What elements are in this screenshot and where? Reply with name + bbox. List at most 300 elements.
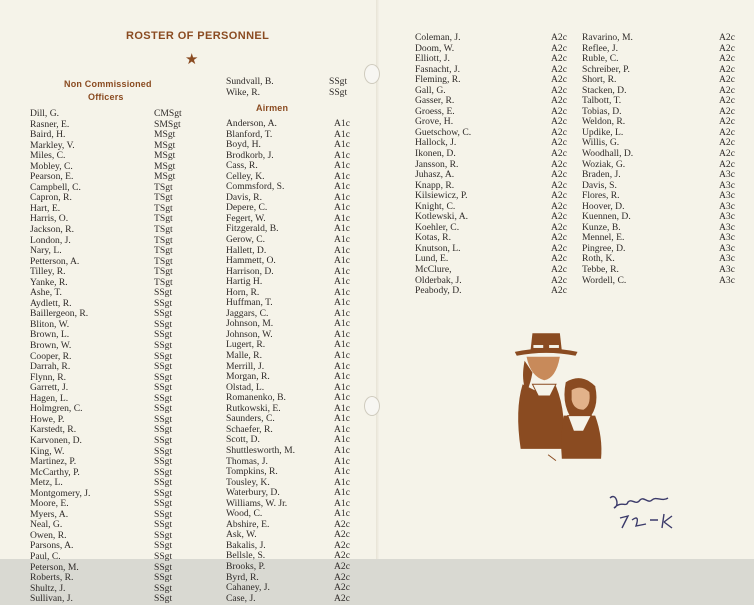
member-rank: TSgt [154, 181, 173, 193]
member-name: Romanenko, B. [226, 392, 286, 404]
member-rank: A2c [719, 95, 735, 107]
member-name: Shuttlesworth, M. [226, 444, 296, 456]
roster-row [226, 583, 366, 594]
member-rank: A1c [334, 276, 350, 288]
member-name: Anderson, A. [226, 118, 277, 129]
roster-row [226, 562, 366, 573]
member-rank: A2c [719, 126, 735, 138]
member-name: Harris, O. [30, 213, 69, 225]
member-rank: A2c [334, 571, 350, 583]
member-name: Brown, L. [30, 329, 70, 341]
member-rank: SSgt [154, 487, 173, 499]
member-name: Davis, S. [582, 179, 617, 191]
member-name: Morgan, R. [226, 371, 270, 383]
member-name: Coleman, J. [415, 32, 461, 43]
member-rank: A3c [719, 200, 735, 212]
member-rank: A2c [334, 560, 350, 572]
member-rank: A3c [719, 232, 735, 244]
member-rank: A2c [334, 539, 350, 551]
member-name: Merrill, J. [226, 360, 265, 372]
member-name: Lund, E. [415, 253, 449, 265]
punch-hole-top [364, 64, 380, 84]
pilgrim-couple-illustration [505, 320, 603, 470]
member-rank: SSgt [154, 466, 173, 478]
member-rank: A2c [551, 264, 567, 276]
member-rank: A1c [334, 444, 350, 456]
member-rank: A2c [334, 582, 350, 594]
member-rank: A1c [334, 212, 350, 224]
member-rank: A1c [334, 139, 350, 151]
member-name: Campbell, C. [30, 181, 81, 193]
member-rank: A1c [334, 181, 350, 193]
member-rank: A2c [551, 242, 567, 254]
member-name: Jansson, R. [415, 158, 459, 170]
roster-row [30, 341, 190, 352]
member-name: Gall, G. [415, 84, 446, 96]
member-rank: SSgt [154, 529, 173, 541]
member-rank: A1c [334, 423, 350, 435]
member-name: Flores, R. [582, 190, 620, 202]
member-name: Hallock, J. [415, 137, 457, 149]
member-rank: SSgt [154, 350, 173, 362]
member-rank: SSgt [154, 593, 173, 605]
member-name: Yanke, R. [30, 276, 68, 288]
nco-list [30, 109, 190, 605]
member-rank: A2c [551, 221, 567, 233]
roster-row [226, 351, 366, 362]
member-rank: SSgt [154, 329, 173, 341]
member-rank: MSgt [154, 139, 176, 151]
member-name: Paul, C. [30, 550, 61, 562]
member-rank: SSgt [154, 550, 173, 562]
roster-row [415, 265, 575, 276]
member-name: Wood, C. [226, 508, 263, 520]
roster-row [226, 467, 366, 478]
member-rank: A1c [334, 297, 350, 309]
member-rank: A1c [334, 318, 350, 330]
member-name: Koehler, C. [415, 221, 460, 233]
member-rank: A1c [334, 128, 350, 140]
member-name: Boyd, H. [226, 139, 261, 151]
member-rank: SSgt [154, 498, 173, 510]
member-name: McCarthy, P. [30, 466, 80, 478]
member-name: Ashe, T. [30, 287, 62, 299]
member-rank: A3c [719, 242, 735, 254]
roster-row [226, 235, 366, 246]
member-name: Doom, W. [415, 42, 455, 54]
member-rank: A1c [334, 360, 350, 372]
member-rank: A1c [334, 402, 350, 414]
member-rank: MSgt [154, 129, 176, 141]
member-name: Pearson, E. [30, 171, 74, 183]
member-rank: A1c [334, 170, 350, 182]
member-rank: A2c [334, 592, 350, 604]
nco-heading-line1: Non Commissioned [64, 79, 152, 89]
member-name: Abshire, E. [226, 518, 270, 530]
member-rank: SSgt [154, 340, 173, 352]
member-rank: A2c [334, 518, 350, 530]
roster-row [582, 276, 742, 287]
member-rank: A1c [334, 328, 350, 340]
member-rank: TSgt [154, 245, 173, 257]
member-name: Roth, K. [582, 253, 615, 265]
member-rank: A1c [334, 392, 350, 404]
member-name: Holmgren, C. [30, 403, 83, 415]
member-name: Kotas, R. [415, 232, 451, 244]
member-name: Rasner, E. [30, 118, 70, 130]
member-name: Petterson, A. [30, 255, 80, 267]
member-rank: A2c [551, 169, 567, 181]
member-rank: A1c [334, 487, 350, 499]
member-name: Stacken, D. [582, 84, 627, 96]
member-name: Rutkowski, E. [226, 402, 281, 414]
member-name: Brodkorb, J. [226, 149, 274, 161]
member-name: Cooper, R. [30, 350, 72, 362]
member-rank: TSgt [154, 266, 173, 278]
roster-row [415, 286, 575, 297]
member-rank: A1c [334, 255, 350, 267]
member-rank: A2c [719, 63, 735, 75]
member-rank: SSgt [154, 456, 173, 468]
member-name: Parsons, A. [30, 540, 74, 552]
member-rank: A2c [719, 116, 735, 128]
member-rank: SSgt [154, 508, 173, 520]
member-rank: A1c [334, 160, 350, 172]
member-rank: A2c [551, 179, 567, 191]
member-rank: A1c [334, 202, 350, 214]
member-name: Moore, E. [30, 498, 69, 510]
member-name: Capron, R. [30, 192, 72, 204]
member-name: Darrah, R. [30, 361, 71, 373]
member-name: Gasser, R. [415, 95, 455, 107]
member-rank: A2c [551, 158, 567, 170]
member-rank: A2c [334, 550, 350, 562]
star-icon: ★ [185, 50, 199, 68]
roster-row [30, 584, 190, 595]
member-rank: A1c [334, 508, 350, 520]
member-name: Brooks, P. [226, 560, 266, 572]
member-rank: A2c [551, 84, 567, 96]
member-rank: A2c [551, 190, 567, 202]
member-rank: A1c [334, 497, 350, 509]
member-name: Cahaney, J. [226, 582, 270, 594]
member-name: Reflee, J. [582, 42, 618, 54]
member-name: Saunders, C. [226, 413, 275, 425]
member-rank: A2c [334, 529, 350, 541]
member-name: Case, J. [226, 592, 256, 604]
member-name: Ask, W. [226, 529, 257, 541]
member-name: Knutson, L. [415, 242, 461, 254]
member-rank: A1c [334, 371, 350, 383]
member-name: Williams, W. Jr. [226, 497, 288, 509]
member-rank: SSgt [154, 297, 173, 309]
member-name: Commsford, S. [226, 181, 285, 193]
member-name: Tilley, R. [30, 266, 66, 278]
member-name: Willis, G. [582, 137, 620, 149]
member-name: Ruble, C. [582, 53, 619, 65]
member-rank: A3c [719, 274, 735, 286]
member-rank: TSgt [154, 192, 173, 204]
member-rank: TSgt [154, 234, 173, 246]
roster-row [415, 33, 575, 44]
member-name: Karvonen, D. [30, 434, 82, 446]
member-name: Jaggars, C. [226, 307, 269, 319]
member-rank: A2c [551, 74, 567, 86]
member-name: Sundvall, B. [226, 76, 274, 87]
member-name: Wordell, C. [582, 274, 627, 286]
member-name: Miles, C. [30, 150, 66, 162]
member-rank: A2c [551, 200, 567, 212]
member-rank: MSgt [154, 171, 176, 183]
member-name: Davis, R. [226, 191, 262, 203]
member-name: Kilsiewicz, P. [415, 190, 468, 202]
member-rank: A2c [551, 116, 567, 128]
member-name: Howe, P. [30, 413, 65, 425]
member-rank: A3c [719, 221, 735, 233]
member-name: Cass, R. [226, 160, 258, 172]
member-name: McClure, [415, 264, 452, 276]
member-name: Wike, R. [226, 86, 260, 98]
member-rank: A1c [334, 434, 350, 446]
member-name: Waterbury, D. [226, 487, 280, 499]
member-name: Harrison, D. [226, 265, 274, 277]
member-rank: A2c [551, 211, 567, 223]
member-name: Ravarino, M. [582, 32, 633, 43]
member-rank: A2c [551, 53, 567, 65]
member-name: Fegert, W. [226, 212, 266, 224]
member-rank: A1c [334, 307, 350, 319]
member-name: Markley, V. [30, 139, 75, 151]
member-name: Martinez, P. [30, 456, 77, 468]
member-name: Gerow, C. [226, 234, 266, 246]
member-name: Baillergeon, R. [30, 308, 89, 320]
member-name: Fleming, R. [415, 74, 461, 86]
roster-row [226, 119, 366, 130]
member-name: Horn, R. [226, 286, 260, 298]
member-rank: A1c [334, 149, 350, 161]
member-name: Karstedt, R. [30, 424, 77, 436]
member-rank: A2c [719, 158, 735, 170]
member-rank: A2c [719, 84, 735, 96]
member-name: Jackson, R. [30, 224, 74, 236]
member-name: Lugert, R. [226, 339, 266, 351]
member-name: Sullivan, J. [30, 593, 73, 605]
member-name: Mobley, C. [30, 160, 73, 172]
member-rank: SSgt [154, 382, 173, 394]
roster-row [30, 563, 190, 574]
handwritten-signature [606, 490, 678, 532]
member-rank: SSgt [154, 582, 173, 594]
member-rank: A2c [551, 63, 567, 75]
nco-heading-line2: Officers [88, 92, 124, 102]
member-rank: SSgt [329, 86, 348, 98]
member-name: Montgomery, J. [30, 487, 91, 499]
member-rank: A3c [719, 253, 735, 265]
member-rank: A1c [334, 339, 350, 351]
member-name: London, J. [30, 234, 71, 246]
member-rank: A2c [551, 32, 567, 43]
member-rank: A2c [719, 53, 735, 65]
member-name: Grove, H. [415, 116, 454, 128]
member-name: Dill, G. [30, 108, 60, 119]
member-name: Huffman, T. [226, 297, 273, 309]
member-name: Thomas, J. [226, 455, 268, 467]
member-name: Johnson, W. [226, 328, 273, 340]
member-name: Knight, C. [415, 200, 456, 212]
roster-row [582, 33, 742, 44]
member-name: Peterson, M. [30, 561, 79, 573]
member-rank: SSgt [154, 413, 173, 425]
member-name: Hallett, D. [226, 244, 267, 256]
member-name: Aydlett, R. [30, 297, 72, 309]
member-rank: A1c [334, 286, 350, 298]
member-rank: SSgt [154, 519, 173, 531]
member-rank: A3c [719, 169, 735, 181]
page-fold [376, 0, 380, 559]
member-rank: TSgt [154, 255, 173, 267]
member-rank: A2c [551, 126, 567, 138]
member-name: Metz, L. [30, 477, 63, 489]
member-name: Schreiber, P. [582, 63, 630, 75]
member-rank: A3c [719, 179, 735, 191]
member-name: Baird, H. [30, 129, 66, 141]
roster-row [30, 594, 190, 605]
member-name: Owen, R. [30, 529, 67, 541]
member-rank: A1c [334, 455, 350, 467]
member-name: Juhasz, A. [415, 169, 455, 181]
member-rank: A2c [551, 274, 567, 286]
member-name: Brown, W. [30, 340, 72, 352]
member-rank: A2c [719, 32, 735, 43]
member-name: Woodhall, D. [582, 148, 634, 160]
roster-row [415, 149, 575, 160]
member-rank: SSgt [329, 76, 348, 87]
member-name: Malle, R. [226, 350, 262, 362]
roster-row [30, 225, 190, 236]
member-rank: A2c [551, 137, 567, 149]
member-name: Fasnacht, J. [415, 63, 461, 75]
member-rank: SSgt [154, 371, 173, 383]
member-rank: A1c [334, 466, 350, 478]
member-rank: A2c [551, 42, 567, 54]
roster-row [226, 446, 366, 457]
member-name: Byrd, R. [226, 571, 259, 583]
airmen-list-2 [415, 33, 575, 297]
member-name: Groess, E. [415, 105, 455, 117]
member-rank: SSgt [154, 445, 173, 457]
roster-row [582, 149, 742, 160]
member-rank: A2c [551, 232, 567, 244]
member-name: Celley, K. [226, 170, 265, 182]
airmen-heading: Airmen [256, 103, 289, 113]
member-name: Tousley, K. [226, 476, 270, 488]
member-rank: SSgt [154, 361, 173, 373]
roster-row [226, 77, 366, 88]
member-name: Olstad, L. [226, 381, 265, 393]
punch-hole-bottom [364, 396, 380, 416]
roster-row [30, 109, 190, 120]
member-name: Kotlewski, A. [415, 211, 469, 223]
roster-row [30, 457, 190, 468]
member-name: Flynn, R. [30, 371, 66, 383]
member-rank: SSgt [154, 392, 173, 404]
member-name: Braden, J. [582, 169, 621, 181]
roster-row [226, 594, 366, 605]
roster-row [226, 551, 366, 562]
member-name: Tompkins, R. [226, 466, 278, 478]
member-rank: TSgt [154, 276, 173, 288]
member-name: Schaefer, R. [226, 423, 273, 435]
member-name: Hart, E. [30, 202, 61, 214]
member-name: King, W. [30, 445, 65, 457]
member-name: Mennel, E. [582, 232, 625, 244]
member-name: Hartig H. [226, 276, 263, 288]
member-name: Garrett, J. [30, 382, 69, 394]
member-rank: SSgt [154, 308, 173, 320]
member-name: Hagen, L. [30, 392, 69, 404]
member-name: Nary, L. [30, 245, 62, 257]
member-rank: TSgt [154, 213, 173, 225]
member-name: Ikonen, D. [415, 148, 456, 160]
member-rank: A1c [334, 223, 350, 235]
member-name: Myers, A. [30, 508, 69, 520]
roster-row [582, 265, 742, 276]
member-rank: SSgt [154, 477, 173, 489]
member-name: Shultz, J. [30, 582, 66, 594]
member-name: Depere, C. [226, 202, 268, 214]
member-name: Guetschow, C. [415, 126, 472, 138]
member-rank: A2c [719, 74, 735, 86]
member-name: Bliton, W. [30, 318, 70, 330]
member-name: Blanford, T. [226, 128, 273, 140]
airmen-list-3 [582, 33, 742, 286]
member-name: Roberts, R. [30, 572, 74, 584]
nco-list-continued [226, 77, 366, 98]
member-name: Talbott, T. [582, 95, 622, 107]
member-rank: SSgt [154, 318, 173, 330]
member-name: Hammett, O. [226, 255, 276, 267]
member-rank: A1c [334, 118, 350, 129]
member-rank: A2c [551, 148, 567, 160]
member-name: Kuennen, D. [582, 211, 631, 223]
airmen-list [226, 119, 366, 604]
member-rank: A2c [551, 95, 567, 107]
member-rank: A1c [334, 381, 350, 393]
member-rank: MSgt [154, 150, 176, 162]
roster-row [30, 436, 190, 447]
member-rank: SSgt [154, 434, 173, 446]
member-name: Peabody, D. [415, 285, 462, 297]
member-rank: SSgt [154, 403, 173, 415]
roster-row [30, 552, 190, 563]
member-rank: A2c [551, 253, 567, 265]
member-rank: SMSgt [154, 118, 181, 130]
member-name: Elliott, J. [415, 53, 450, 65]
member-name: Pingree, D. [582, 242, 626, 254]
member-name: Short, R. [582, 74, 617, 86]
member-name: Weldon, R. [582, 116, 626, 128]
member-rank: CMSgt [154, 108, 182, 119]
member-rank: SSgt [154, 287, 173, 299]
member-rank: A1c [334, 476, 350, 488]
member-rank: A2c [719, 137, 735, 149]
member-rank: A2c [719, 148, 735, 160]
page-title: ROSTER OF PERSONNEL [126, 30, 270, 42]
member-name: Johnson, M. [226, 318, 274, 330]
member-rank: A1c [334, 265, 350, 277]
roster-row [226, 573, 366, 584]
member-rank: SSgt [154, 540, 173, 552]
